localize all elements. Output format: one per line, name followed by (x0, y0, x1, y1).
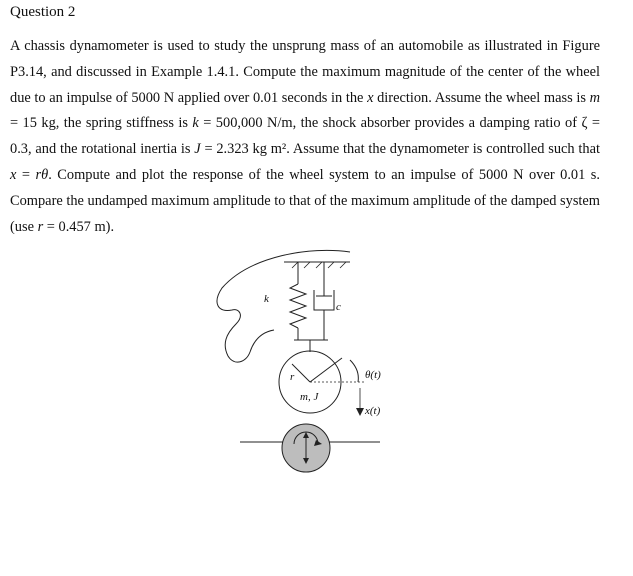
spring (290, 284, 306, 328)
label-c: c (336, 301, 341, 313)
label-k: k (264, 293, 269, 305)
figure-svg (210, 248, 410, 480)
question-text-segment: = 2.323 kg m². Assume that the dynamometer is controlled such that (200, 141, 600, 158)
label-theta: θ(t) (365, 369, 381, 381)
question-text-segment: . Compute and plot the response of the wheel system to an impulse of 5000 N over 0.01 s. Compare the undamped maximum amplitude to that of the maximum amplitude of the damped system (use (10, 166, 601, 235)
question-text-segment: J (194, 141, 201, 158)
question-heading: Question 2 (10, 4, 76, 20)
question-text-segment: x (367, 89, 374, 106)
question-text (10, 34, 600, 240)
question-text-segment: k (192, 115, 199, 132)
label-m-j: m, J (300, 391, 319, 403)
question-text-segment: rθ (35, 166, 49, 183)
chassis-outline (217, 250, 350, 362)
question-text-segment: r (37, 218, 44, 235)
theta-arc (350, 360, 358, 382)
label-x: x(t) (365, 405, 381, 417)
question-text-segment: m (589, 89, 601, 106)
label-r: r (290, 371, 295, 383)
question-text-segment: = 15 kg, the spring stiffness is (10, 115, 193, 132)
question-text-segment: = 500,000 N/m, the shock absorber provides a damping ratio of ζ = 0.3, and the rotational inertia is (10, 115, 600, 158)
question-text-segment: = (16, 166, 36, 183)
question-text-segment: A chassis dynamometer is used to study the unsprung mass of an automobile as illustrated in Figure P3.14, and discussed in Example 1.4.1. Compute the maximum magnitude of the center of the wheel due to an impulse of 5000 N applied over 0.01 seconds in the (10, 38, 600, 106)
wheel-dynamometer-figure (210, 248, 410, 480)
question-text-segment: = 0.457 m). (43, 218, 115, 235)
question-text-segment: direction. Assume the wheel mass is (373, 89, 590, 106)
x-arrow (356, 408, 364, 416)
question-text-segment: x (10, 166, 17, 183)
